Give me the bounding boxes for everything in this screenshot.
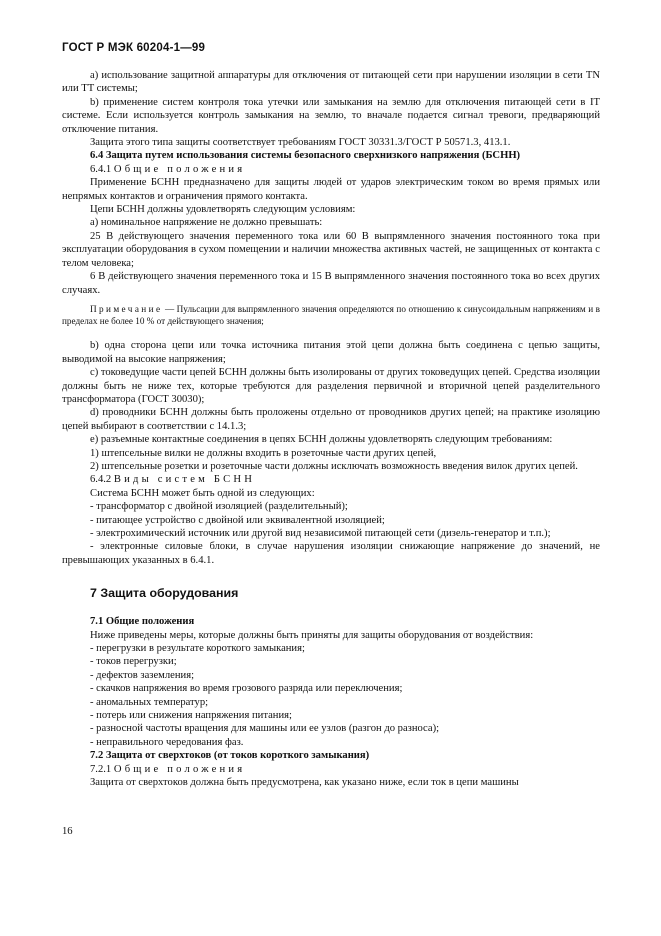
paragraph: b) одна сторона цепи или точка источника питания этой цепи должна быть соединена с цепью защиты, выводимой на высокие напряжения; [62, 340, 600, 365]
heading-title: Общие положения [113, 163, 246, 175]
list-item: - дефектов заземления; [90, 669, 195, 681]
paragraph: 6 В действующего значения переменного тока и 15 В выпрямленного значения постоянного тока во всех других случаях. [62, 271, 600, 296]
subsection-heading-7-2: 7.2 Защита от сверхтоков (от токов короткого замыкания) [90, 750, 370, 762]
note-text: — Пульсации для выпрямленного значения определяются по отношению к синусоидальным напряжениям и в пределах не более 10 % от действующего значения; [62, 303, 600, 327]
subsection-heading-7-1: 7.1 Общие положения [90, 616, 195, 628]
paragraph: Применение БСНН предназначено для защиты людей от ударов электрическим током во время прямых или непрямых контактов и ограничения прямого контакта. [62, 177, 600, 202]
paragraph: 1) штепсельные вилки не должны входить в розеточные части других цепей, [90, 447, 437, 459]
list-item: - питающее устройство с двойной или эквивалентной изоляцией; [90, 514, 385, 526]
heading-title: Общие положения [113, 763, 246, 775]
paragraph: Ниже приведены меры, которые должны быть приняты для защиты оборудования от воздействия: [90, 629, 534, 641]
document-header: ГОСТ Р МЭК 60204-1—99 [62, 42, 206, 54]
paragraph: Защита от сверхтоков должна быть предусмотрена, как указано ниже, если ток в цепи машины [90, 777, 519, 789]
page-number: 16 [62, 826, 73, 837]
list-item: - трансформатор с двойной изоляцией (разделительный); [90, 501, 348, 513]
list-item: - аномальных температур; [90, 696, 209, 708]
list-item: - перегрузки в результате короткого замыкания; [90, 643, 305, 655]
subsection-heading-6-4-2 [62, 473, 600, 486]
subsection-heading-6-4-1 [62, 163, 600, 176]
list-item: - токов перегрузки; [90, 656, 177, 668]
paragraph: е) разъемные контактные соединения в цепях БСНН должны удовлетворять следующим требованиям: [90, 434, 553, 446]
paragraph: а) использование защитной аппаратуры для отключения от питающей сети при нарушении изоляции в сети TN или TT системы; [62, 70, 600, 95]
paragraph: а) номинальное напряжение не должно превышать: [90, 217, 323, 229]
note-label: Примечание [90, 303, 163, 314]
paragraph: Цепи БСНН должны удовлетворять следующим условиям: [90, 204, 356, 216]
subsection-heading-7-2-1 [62, 763, 600, 776]
document-body [62, 69, 600, 790]
paragraph: 25 В действующего значения переменного тока или 60 В выпрямленного значения постоянного тока при эксплуатации оборудования в сухом помещении и наличии множества активных частей, не защищенных от контакта с телом человека; [62, 230, 600, 269]
list-item: - разносной частоты вращения для машины или ее узлов (разгон до разноса); [90, 723, 440, 735]
paragraph: 2) штепсельные розетки и розеточные части должны исключать возможность введения вилок других цепей. [90, 460, 578, 472]
heading-number: 6.4.2 [90, 474, 112, 486]
heading-number: 6.4.1 [90, 163, 112, 175]
paragraph: Защита этого типа защиты соответствует требованиям ГОСТ 30331.3/ГОСТ Р 50571.3, 413.1. [90, 137, 511, 149]
heading-number: 7.2.1 [90, 763, 112, 775]
list-item: - скачков напряжения во время грозового разряда или переключения; [90, 683, 403, 695]
heading-title: Виды систем БСНН [113, 474, 256, 486]
section-heading-7: 7 Защита оборудования [90, 586, 239, 601]
list-item: - неправильного чередования фаз. [90, 736, 244, 748]
paragraph: с) токоведущие части цепей БСНН должны быть изолированы от других токоведущих цепей. Средства изоляции должны быть не ниже тех, которые требуются для разделения первичной и вторичной цепей разделительного трансформатора (ГОСТ 30030); [62, 367, 600, 405]
list-item: - потерь или снижения напряжения питания; [90, 710, 292, 722]
paragraph: d) проводники БСНН должны быть проложены отдельно от проводников других цепей; на практике изоляцию цепей выбирают в соответствии с 14.1.3; [62, 407, 600, 432]
paragraph: b) применение систем контроля тока утечки или замыкания на землю для отключения питающей сети в IT системе. Если используется контроль замыкания на землю, то вначале подается сигнал тревоги, предваряющий отключение питания. [62, 96, 600, 135]
list-item: - электрохимический источник или другой вид независимой питающей сети (дизель-генератор и т.п.); [90, 528, 551, 539]
note [62, 303, 600, 327]
list-item: - электронные силовые блоки, в случае нарушения изоляции снижающие напряжение до значений, не превышающих указанных в 6.4.1. [62, 541, 600, 566]
paragraph: Система БСНН может быть одной из следующих: [90, 487, 315, 499]
subsection-heading-6-4: 6.4 Защита путем использования системы безопасного сверхнизкого напряжения (БСНН) [90, 150, 521, 162]
